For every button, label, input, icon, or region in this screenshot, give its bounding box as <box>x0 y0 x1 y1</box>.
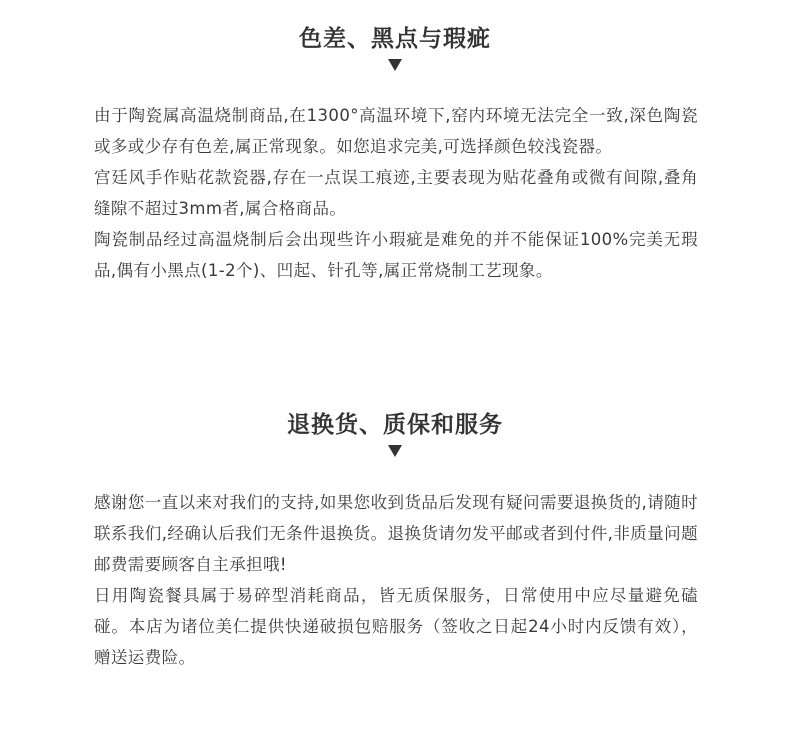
triangle-down-icon <box>388 445 402 457</box>
section-color-defects <box>0 22 790 280</box>
section-title: 色差、黑点与瑕疵 <box>299 26 491 52</box>
section-body <box>94 100 698 286</box>
paragraph-decal-gaps: 宫廷风手作贴花款瓷器,存在一点误工痕迹,主要表现为贴花叠角或微有间隙,叠角缝隙不超过3mm者,属合格商品。 <box>94 168 698 218</box>
paragraph-color-difference: 由于陶瓷属高温烧制商品,在1300°高温环境下,窑内环境无法完全一致,深色陶瓷或多或少存有色差,属正常现象。如您追求完美,可选择颜色较浅瓷器。 <box>94 106 698 156</box>
section-title: 退换货、质保和服务 <box>287 412 503 438</box>
section-body <box>94 487 698 673</box>
triangle-down-icon <box>388 59 402 71</box>
paragraph-returns: 感谢您一直以来对我们的支持,如果您收到货品后发现有疑问需要退换货的,请随时联系我们,经确认后我们无条件退换货。退换货请勿发平邮或者到付件,非质量问题邮费需要顾客自主承担哦! <box>94 493 698 574</box>
section-returns-service <box>0 408 790 667</box>
paragraph-minor-flaws: 陶瓷制品经过高温烧制后会出现些许小瑕疵是难免的并不能保证100%完美无瑕品,偶有小黑点(1-2个)、凹起、针孔等,属正常烧制工艺现象。 <box>94 230 698 280</box>
paragraph-warranty: 日用陶瓷餐具属于易碎型消耗商品，皆无质保服务，日常使用中应尽量避免磕碰。本店为诸位美仁提供快递破损包赔服务（签收之日起24小时内反馈有效），赠送运费险。 <box>94 586 698 667</box>
